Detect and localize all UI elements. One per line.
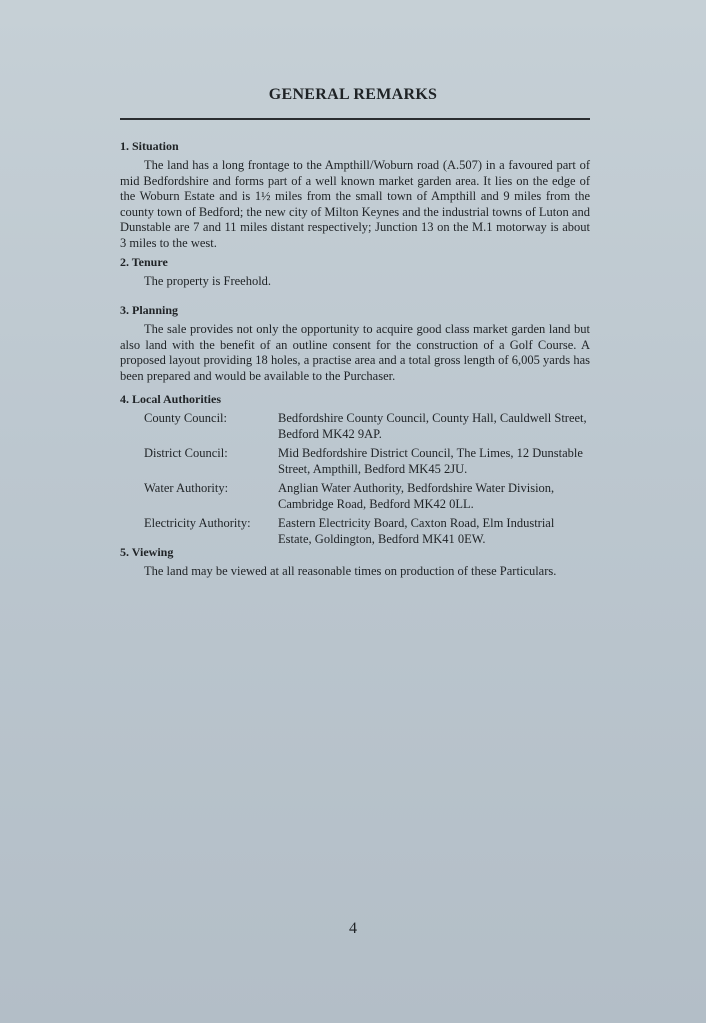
section-local-authorities	[120, 391, 590, 547]
authority-value: Anglian Water Authority, Bedfordshire Water Division, Cambridge Road, Bedford MK42 0LL.	[278, 481, 555, 511]
section-text: The land may be viewed at all reasonable times on production of these Particulars.	[144, 564, 557, 578]
authority-value: Mid Bedfordshire District Council, The Limes, 12 Dunstable Street, Ampthill, Bedford MK45 2JU.	[278, 446, 583, 476]
section-heading: 4. Local Authorities	[120, 392, 221, 406]
authority-label: Electricity Authority:	[144, 516, 251, 530]
section-heading: 5. Viewing	[120, 545, 174, 559]
section-heading: 1. Situation	[120, 139, 179, 153]
section-text: The land has a long frontage to the Ampthill/Woburn road (A.507) in a favoured part of mid Bedfordshire and forms part of a well known market garden area. It lies on the edge of the Woburn Estate and is 1½ miles from the small town of Ampthill and 9 miles from the county town of Bedford; the new city of Milton Keynes and the industrial towns of Luton and Dunstable are 7 and 11 miles distant respectively; Junction 13 on the M.1 motorway is about 3 miles to the west.	[120, 158, 590, 250]
authority-label: Water Authority:	[144, 481, 229, 495]
authority-value: Eastern Electricity Board, Caxton Road, Elm Industrial Estate, Goldington, Bedford MK41 0EW.	[278, 516, 555, 546]
authority-row	[120, 481, 590, 512]
section-situation	[120, 138, 590, 251]
section-heading: 3. Planning	[120, 303, 179, 317]
section-tenure	[120, 254, 590, 290]
title-rule	[120, 118, 590, 120]
authority-row	[120, 446, 590, 477]
authority-label: District Council:	[144, 446, 228, 460]
authority-label: County Council:	[144, 411, 227, 425]
page-title: GENERAL REMARKS	[268, 86, 438, 103]
section-planning	[120, 302, 590, 384]
section-heading: 2. Tenure	[120, 255, 168, 269]
authority-row	[120, 411, 590, 442]
authority-row	[120, 516, 590, 547]
section-text: The property is Freehold.	[144, 274, 272, 288]
section-viewing	[120, 544, 590, 580]
page-number: 4	[349, 920, 357, 937]
authority-value: Bedfordshire County Council, County Hall, Cauldwell Street, Bedford MK42 9AP.	[278, 411, 587, 441]
section-text: The sale provides not only the opportunity to acquire good class market garden land but also land with the benefit of an outline consent for the construction of a Golf Course. A proposed layout providing 18 holes, a practise area and a total gross length of 6,005 yards has been prepared and would be available to the Purchaser.	[120, 322, 590, 383]
